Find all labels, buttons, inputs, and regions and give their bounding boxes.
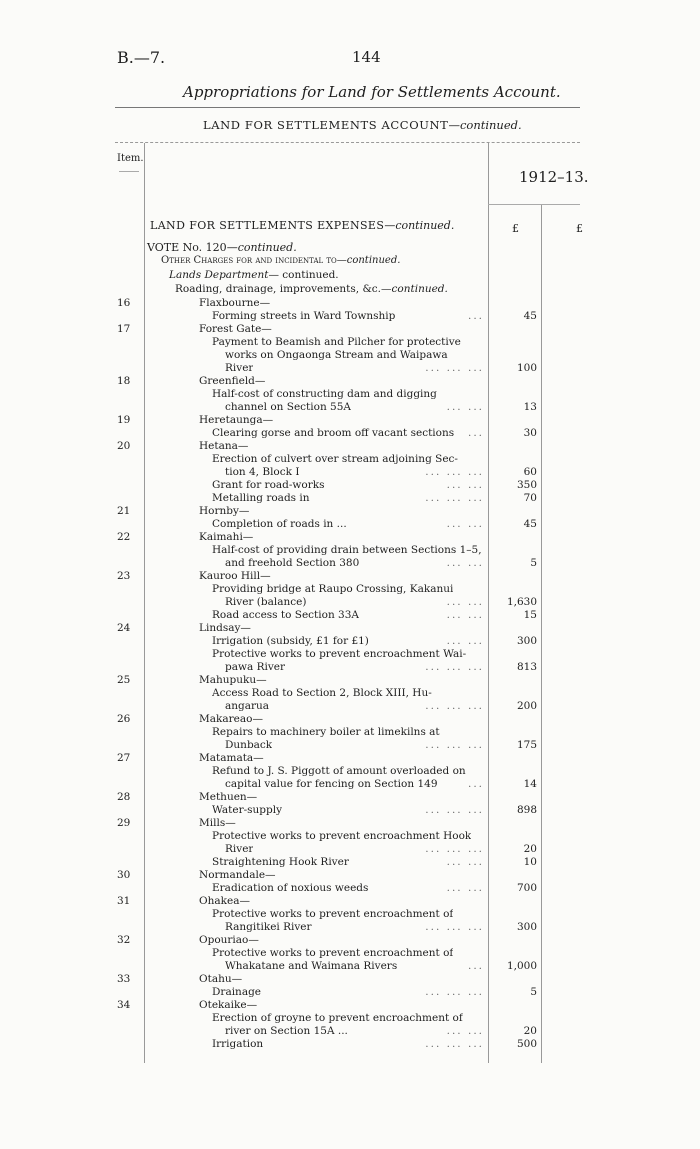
item-number: 31 <box>117 895 131 907</box>
settlement-name: Flaxbourne— <box>199 297 271 309</box>
line-description: Rangitikei River <box>225 921 312 933</box>
table-row <box>0 401 700 414</box>
amount-value: 30 <box>523 427 537 439</box>
leader-dots: ... ... ... <box>425 843 484 855</box>
item-number: 33 <box>117 973 131 985</box>
line-description: Payment to Beamish and Pilcher for protective <box>212 336 461 348</box>
leader-dots: ... ... <box>446 518 484 530</box>
settlement-name: Makareao— <box>199 713 263 725</box>
line-description: river on Section 15A ... <box>225 1025 348 1037</box>
amount-value: 175 <box>516 739 537 751</box>
line-description: Access Road to Section 2, Block XIII, Hu- <box>212 687 432 699</box>
table-row <box>0 440 700 453</box>
table-row <box>0 1012 700 1025</box>
amount-value: 13 <box>523 401 537 413</box>
line-description: Irrigation (subsidy, £1 for £1) <box>212 635 369 647</box>
table-row <box>0 609 700 622</box>
settlement-name: Otahu— <box>199 973 243 985</box>
amount-value: 5 <box>530 986 537 998</box>
table-row <box>0 869 700 882</box>
leader-dots: ... ... <box>446 609 484 621</box>
settlement-name: Normandale— <box>199 869 276 881</box>
currency-symbol-2: £ <box>576 222 583 235</box>
table-row <box>0 817 700 830</box>
table-row <box>0 466 700 479</box>
amount-value: 70 <box>523 492 537 504</box>
line-description: Drainage <box>212 986 262 998</box>
amount-value: 350 <box>516 479 537 491</box>
settlement-name: Hetana— <box>199 440 249 452</box>
amount-value: 15 <box>523 609 537 621</box>
amount-value: 813 <box>516 661 537 673</box>
amount-value: 1,630 <box>506 596 537 608</box>
table-row <box>0 687 700 700</box>
settlement-name: Methuen— <box>199 791 258 803</box>
table-row <box>0 479 700 492</box>
line-description: Clearing gorse and broom off vacant sections <box>212 427 455 439</box>
item-number: 23 <box>117 570 131 582</box>
line-description: Half-cost of providing drain between Sections 1–5, <box>212 544 482 556</box>
account-heading: LAND FOR SETTLEMENTS ACCOUNT—continued. <box>203 118 522 132</box>
amount-value: 20 <box>523 843 537 855</box>
year-column-header: 1912–13. <box>519 168 589 186</box>
line-description: Dunback <box>225 739 273 751</box>
line-description: Road access to Section 33A <box>212 609 360 621</box>
table-row <box>0 856 700 869</box>
leader-dots: ... ... ... <box>425 661 484 673</box>
amount-value: 60 <box>523 466 537 478</box>
table-row <box>0 544 700 557</box>
page-number: 144 <box>352 48 381 66</box>
item-number: 16 <box>117 297 131 309</box>
leader-dots: ... <box>467 960 484 972</box>
settlement-name: Forest Gate— <box>199 323 272 335</box>
item-number: 29 <box>117 817 131 829</box>
item-number: 22 <box>117 531 131 543</box>
table-row <box>0 843 700 856</box>
amount-value: 300 <box>516 635 537 647</box>
settlement-name: Mahupuku— <box>199 674 267 686</box>
item-number: 28 <box>117 791 131 803</box>
line-description: Refund to J. S. Piggott of amount overloaded on <box>212 765 466 777</box>
table-row <box>0 739 700 752</box>
table-row <box>0 531 700 544</box>
table-row <box>0 986 700 999</box>
table-row <box>0 518 700 531</box>
table-row <box>0 557 700 570</box>
table-row <box>0 661 700 674</box>
table-row <box>0 765 700 778</box>
table-row <box>0 297 700 310</box>
leader-dots: ... <box>467 778 484 790</box>
leader-dots: ... ... ... <box>425 804 484 816</box>
settlement-name: Heretaunga— <box>199 414 274 426</box>
table-row <box>0 791 700 804</box>
leader-dots: ... ... <box>446 479 484 491</box>
settlement-name: Matamata— <box>199 752 264 764</box>
item-number: 21 <box>117 505 131 517</box>
table-row <box>0 999 700 1012</box>
other-charges-heading: Other Charges for and incidental to—continued. <box>161 255 401 266</box>
settlement-name: Kaimahi— <box>199 531 254 543</box>
leader-dots: ... <box>467 310 484 322</box>
currency-symbol-1: £ <box>512 222 519 235</box>
table-row <box>0 388 700 401</box>
settlement-name: Ohakea— <box>199 895 250 907</box>
table-row <box>0 960 700 973</box>
line-description: Protective works to prevent encroachment Hook <box>212 830 472 842</box>
leader-dots: ... ... ... <box>425 700 484 712</box>
item-number: 32 <box>117 934 131 946</box>
line-description: Whakatane and Waimana Rivers <box>225 960 398 972</box>
table-row <box>0 492 700 505</box>
roading-heading: Roading, drainage, improvements, &c.—continued. <box>175 283 448 295</box>
amount-value: 200 <box>516 700 537 712</box>
table-row <box>0 713 700 726</box>
table-row <box>0 427 700 440</box>
table-row <box>0 648 700 661</box>
item-number: 17 <box>117 323 131 335</box>
line-description: Erection of groyne to prevent encroachment of <box>212 1012 463 1024</box>
amount-value: 898 <box>516 804 537 816</box>
leader-dots: ... ... <box>446 882 484 894</box>
amount-value: 300 <box>516 921 537 933</box>
line-description: Grant for road-works <box>212 479 325 491</box>
item-number: 25 <box>117 674 131 686</box>
item-column-header: Item. <box>117 153 144 164</box>
line-description: works on Ongaonga Stream and Waipawa <box>225 349 448 361</box>
leader-dots: ... ... ... <box>425 921 484 933</box>
line-description: capital value for fencing on Section 149 <box>225 778 438 790</box>
table-row <box>0 973 700 986</box>
table-row <box>0 362 700 375</box>
settlement-name: Lindsay— <box>199 622 251 634</box>
amount-value: 45 <box>523 518 537 530</box>
line-description: River <box>225 362 254 374</box>
table-row <box>0 453 700 466</box>
leader-dots: ... ... <box>446 557 484 569</box>
table-row <box>0 674 700 687</box>
item-number: 34 <box>117 999 131 1011</box>
table-row <box>0 596 700 609</box>
amount-value: 5 <box>530 557 537 569</box>
item-number: 26 <box>117 713 131 725</box>
line-description: and freehold Section 380 <box>225 557 360 569</box>
line-description: angarua <box>225 700 270 712</box>
table-row <box>0 323 700 336</box>
leader-dots: ... <box>467 427 484 439</box>
line-description: channel on Section 55A <box>225 401 351 413</box>
table-row <box>0 895 700 908</box>
line-description: Erection of culvert over stream adjoining Sec- <box>212 453 458 465</box>
settlement-name: Kauroo Hill— <box>199 570 271 582</box>
table-row <box>0 1025 700 1038</box>
leader-dots: ... ... ... <box>425 492 484 504</box>
line-description: Eradication of noxious weeds <box>212 882 369 894</box>
leader-dots: ... ... ... <box>425 739 484 751</box>
table-row <box>0 921 700 934</box>
amount-value: 14 <box>523 778 537 790</box>
line-description: Metalling roads in <box>212 492 310 504</box>
item-number: 30 <box>117 869 131 881</box>
leader-dots: ... ... <box>446 401 484 413</box>
lands-department-heading: Lands Department— continued. <box>169 269 339 281</box>
table-row <box>0 622 700 635</box>
line-description: River <box>225 843 254 855</box>
leader-dots: ... ... <box>446 635 484 647</box>
leader-dots: ... ... ... <box>425 362 484 374</box>
amount-value: 100 <box>516 362 537 374</box>
table-row <box>0 414 700 427</box>
table-row <box>0 882 700 895</box>
table-row <box>0 583 700 596</box>
amount-value: 20 <box>523 1025 537 1037</box>
line-description: Protective works to prevent encroachment of <box>212 908 454 920</box>
table-row <box>0 804 700 817</box>
table-row <box>0 375 700 388</box>
line-description: Providing bridge at Raupo Crossing, Kakanui <box>212 583 454 595</box>
amount-value: 500 <box>516 1038 537 1050</box>
table-row <box>0 700 700 713</box>
item-number: 19 <box>117 414 131 426</box>
table-row <box>0 310 700 323</box>
line-description: Forming streets in Ward Township <box>212 310 396 322</box>
line-description: Protective works to prevent encroachment of <box>212 947 454 959</box>
line-description: River (balance) <box>225 596 307 608</box>
table-row <box>0 908 700 921</box>
table-row <box>0 830 700 843</box>
settlement-name: Greenfield— <box>199 375 266 387</box>
leader-dots: ... ... ... <box>425 466 484 478</box>
table-row <box>0 947 700 960</box>
leader-dots: ... ... ... <box>425 986 484 998</box>
line-description: Completion of roads in ... <box>212 518 347 530</box>
line-description: Repairs to machinery boiler at limekilns at <box>212 726 440 738</box>
line-description: tion 4, Block I <box>225 466 300 478</box>
line-description: Water-supply <box>212 804 283 816</box>
settlement-name: Hornby— <box>199 505 250 517</box>
table-row <box>0 505 700 518</box>
settlement-name: Opouriao— <box>199 934 259 946</box>
table-row <box>0 635 700 648</box>
settlement-name: Mills— <box>199 817 236 829</box>
leader-dots: ... ... <box>446 856 484 868</box>
item-number: 20 <box>117 440 131 452</box>
line-description: Half-cost of constructing dam and digging <box>212 388 437 400</box>
line-description: Protective works to prevent encroachment Wai- <box>212 648 467 660</box>
table-row <box>0 1038 700 1051</box>
line-description: Irrigation <box>212 1038 264 1050</box>
amount-value: 45 <box>523 310 537 322</box>
vote-heading: VOTE No. 120—continued. <box>147 241 297 254</box>
settlement-name: Otekaike— <box>199 999 258 1011</box>
table-row <box>0 726 700 739</box>
section-heading: LAND FOR SETTLEMENTS EXPENSES—continued. <box>150 219 455 232</box>
leader-dots: ... ... ... <box>425 1038 484 1050</box>
item-number: 24 <box>117 622 131 634</box>
leader-dots: ... ... <box>446 1025 484 1037</box>
table-row <box>0 752 700 765</box>
table-row <box>0 934 700 947</box>
amount-value: 10 <box>523 856 537 868</box>
line-description: Straightening Hook River <box>212 856 349 868</box>
table-row <box>0 778 700 791</box>
amount-value: 1,000 <box>506 960 537 972</box>
line-description: pawa River <box>225 661 285 673</box>
leader-dots: ... ... <box>446 596 484 608</box>
amount-value: 700 <box>516 882 537 894</box>
table-row <box>0 336 700 349</box>
item-number: 18 <box>117 375 131 387</box>
table-row <box>0 570 700 583</box>
item-number: 27 <box>117 752 131 764</box>
page-title: Appropriations for Land for Settlements Account. <box>183 83 561 101</box>
table-row <box>0 349 700 362</box>
document-reference: B.—7. <box>117 48 166 67</box>
